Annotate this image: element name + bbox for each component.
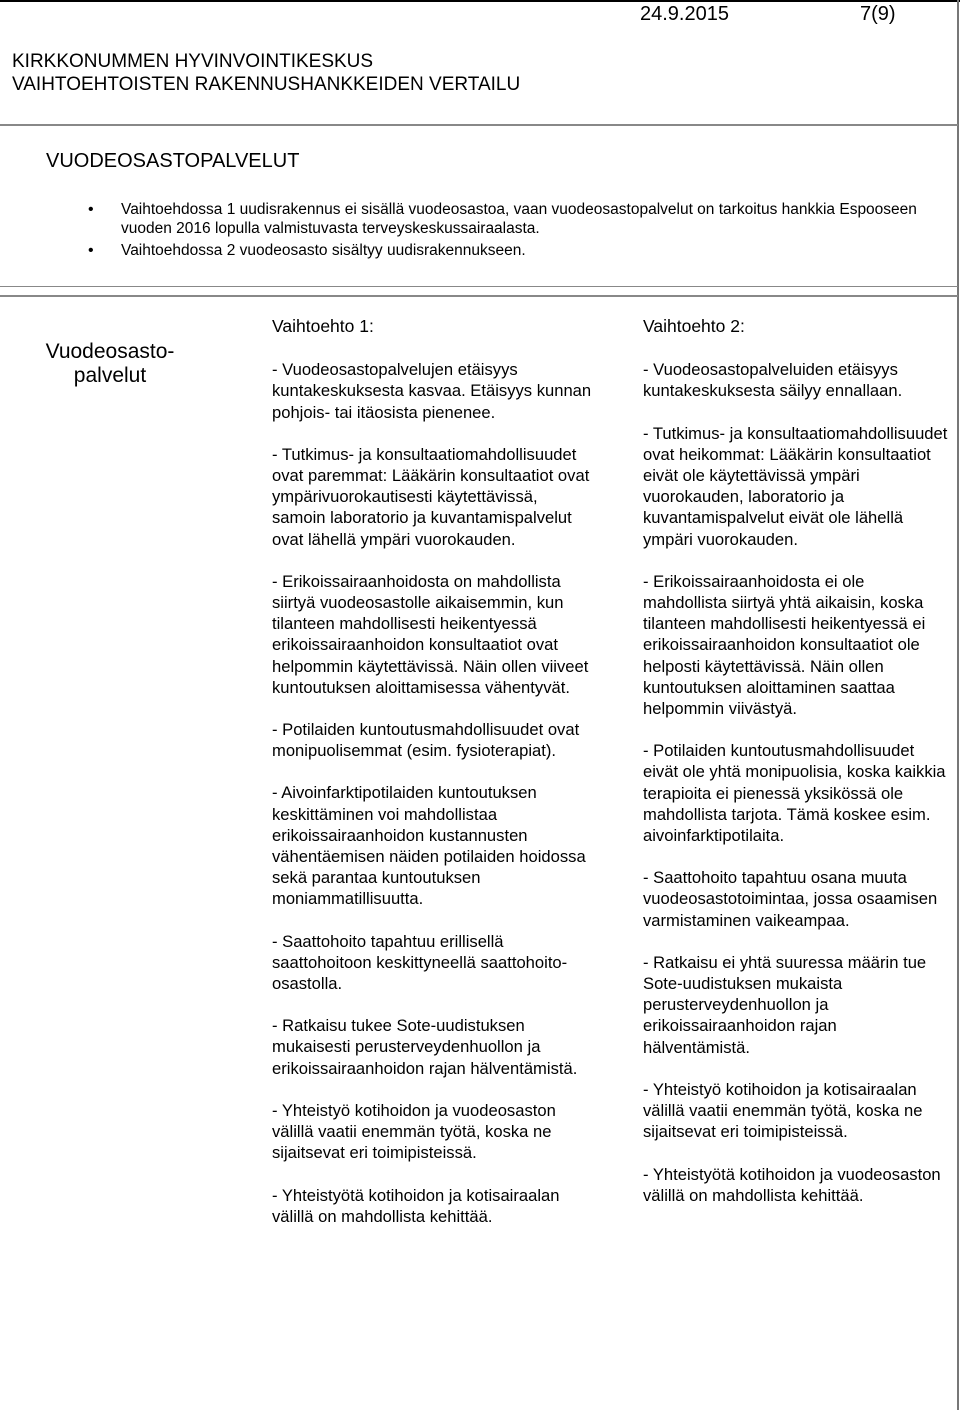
option2-paragraph: - Erikoissairaanhoidosta ei ole mahdollista siirtyä yhtä aikaisin, koska tilanteen mahdollisesti heikentyessä ei erikoissairaanhoidon konsultaatiot ole helposti käytettävissä. Näin ollen kuntoutuksen aloittaminen saattaa helpommin viivästyä. — [643, 571, 926, 719]
option2-paragraph: - Tutkimus- ja konsultaatiomahdollisuudet ovat heikommat: Lääkärin konsultaatiot eivät ole käytettävissä ympäri vuorokauden, laboratorio ja kuvantamispalvelut eivät ole lähellä ympäri vuorokauden. — [643, 423, 948, 549]
option1-column — [272, 316, 592, 1248]
option1-paragraph: - Saattohoito tapahtuu erillisellä saattohoitoon keskittyneellä saattohoito-osastolla. — [272, 931, 568, 994]
top-rule — [0, 0, 960, 2]
header-date: 24.9.2015 — [640, 3, 729, 25]
page-number: 7(9) — [860, 3, 896, 25]
section-bullets — [88, 200, 928, 263]
option1-paragraph: - Yhteistyötä kotihoidon ja kotisairaalan välillä on mahdollista kehittää. — [272, 1185, 560, 1226]
option2-paragraph: - Ratkaisu ei yhtä suuressa määrin tue Sote-uudistuksen mukaista perusterveydenhuollon ja erikoissairaanhoidon rajan hälventämistä. — [643, 952, 927, 1057]
document-title: VAIHTOEHTOISTEN RAKENNUSHANKKEIDEN VERTAILU — [12, 74, 521, 95]
row-header-line: Vuodeosasto- — [45, 340, 175, 363]
section-title: VUODEOSASTOPALVELUT — [46, 150, 300, 172]
option1-paragraph: - Ratkaisu tukee Sote-uudistuksen mukaisesti perusterveydenhuollon ja erikoissairaanhoidon rajan hälventämistä. — [272, 1016, 578, 1078]
table-top-rule — [0, 295, 958, 297]
bullet-item: • Vaihtoehdossa 2 vuodeosasto sisältyy uudisrakennukseen. — [88, 241, 928, 260]
option1-paragraph: - Tutkimus- ja konsultaatiomahdollisuudet ovat paremmat: Lääkärin konsultaatiot ovat ympärivuorokautisesti käytettävissä, samoin laboratorio ja kuvantamispalvelut ovat lähellä ympäri vuorokauden. — [272, 444, 590, 549]
option1-paragraph: - Potilaiden kuntoutusmahdollisuudet ovat monipuolisemmat (esim. fysioterapiat). — [272, 720, 580, 761]
option2-paragraph: - Vuodeosastopalveluiden etäisyys kuntakeskuksesta säilyy ennallaan. — [643, 360, 903, 401]
option1-paragraph: - Yhteistyö kotihoidon ja vuodeosaston välillä vaatii enemmän työtä, koska ne sijaitsevat eri toimipisteissä. — [272, 1100, 556, 1163]
option1-paragraph: - Aivoinfarktipotilaiden kuntoutuksen keskittäminen voi mahdollistaa erikoissairaanhoidon kustannusten vähentäemisen näiden potilaiden hoidossa sekä parantaa kuntoutuksen moniammatillisuutta. — [272, 783, 586, 909]
option2-heading: Vaihtoehto 2: — [643, 316, 745, 336]
document-heading — [12, 50, 520, 96]
option2-paragraph: - Yhteistyötä kotihoidon ja vuodeosaston välillä on mahdollista kehittää. — [643, 1164, 941, 1205]
option1-paragraph: - Vuodeosastopalvelujen etäisyys kuntakeskuksesta kasvaa. Etäisyys kunnan pohjois- tai itäosista pienenee. — [272, 360, 592, 422]
option1-paragraph: - Erikoissairaanhoidosta on mahdollista siirtyä vuodeosastolle aikaisemmin, kun tilanteen mahdollisesti heikentyessä erikoissairaanhoidon konsultaatiot ovat helpommin käytettävissä. Näin ollen viiveet kuntoutuksen aloittamisessa vähentyvät. — [272, 571, 589, 697]
row-header — [30, 340, 190, 388]
option2-column — [643, 316, 948, 1227]
org-name: KIRKKONUMMEN HYVINVOINTIKESKUS — [12, 51, 374, 72]
row-header-line: palvelut — [73, 364, 147, 387]
option2-paragraph: - Saattohoito tapahtuu osana muuta vuodeosastotoimintaa, jossa osaamisen varmistaminen vaikeampaa. — [643, 868, 938, 930]
option1-heading: Vaihtoehto 1: — [272, 316, 374, 336]
option2-paragraph: - Yhteistyö kotihoidon ja kotisairaalan välillä vaatii enemmän työtä, koska ne sijaitsevat eri toimipisteissä. — [643, 1079, 923, 1142]
bullet-item: • Vaihtoehdossa 1 uudisrakennus ei sisällä vuodeosastoa, vaan vuodeosastopalvelut on tarkoitus hankkia Espooseen vuoden 2016 lopulla valmistuvasta terveyskeskussairaalasta. — [88, 200, 928, 238]
option2-paragraph: - Potilaiden kuntoutusmahdollisuudet eivät ole yhtä monipuolisia, koska kaikkia terapioita ei pienessä yksikössä ole mahdollista tarjota. Tämä koskee esim. aivoinfarktipotilaita. — [643, 741, 946, 846]
